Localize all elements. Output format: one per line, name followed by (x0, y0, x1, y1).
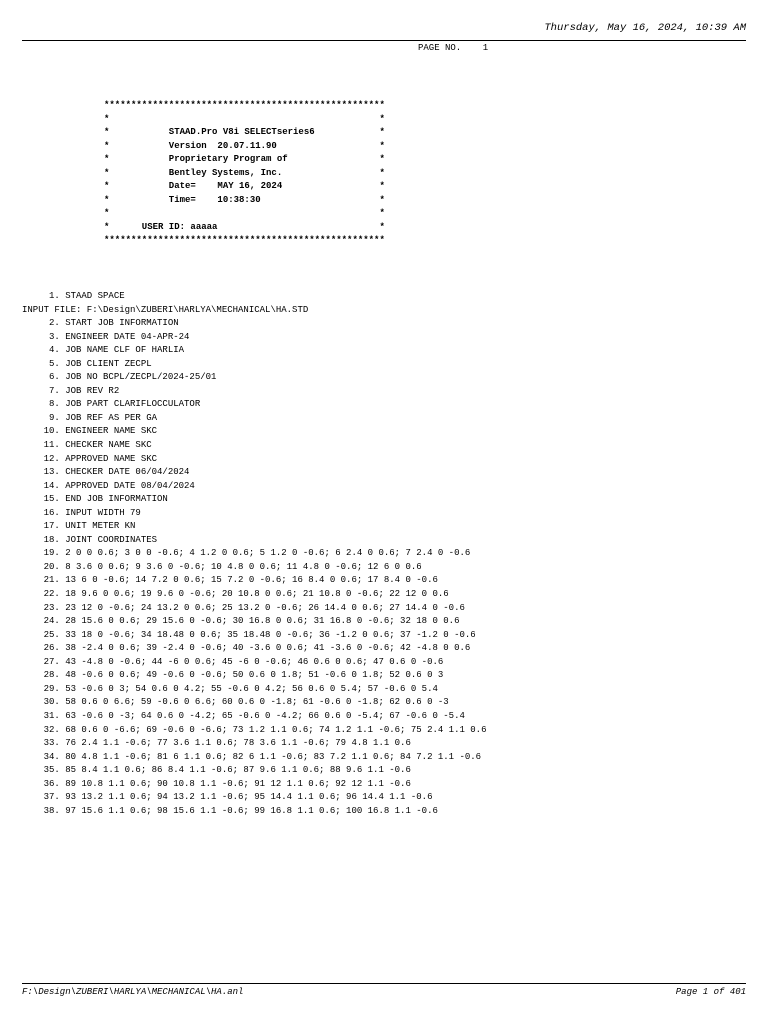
input-line: 20. 8 3.6 0 0.6; 9 3.6 0 -0.6; 10 4.8 0 0.6; 11 4.8 0 -0.6; 12 6 0 0.6 (22, 561, 422, 572)
input-line: 22. 18 9.6 0 0.6; 19 9.6 0 -0.6; 20 10.8 0 0.6; 21 10.8 0 -0.6; 22 12 0 0.6 (22, 589, 449, 600)
input-line: 16. INPUT WIDTH 79 (22, 507, 141, 518)
input-line: 1. STAAD SPACE (22, 291, 125, 301)
staad-banner (104, 99, 385, 248)
banner-line: * Version 20.07.11.90 * (104, 140, 385, 151)
banner-line: * Date= MAY 16, 2024 * (104, 181, 385, 191)
input-line: 25. 33 18 0 -0.6; 34 18.48 0 0.6; 35 18.48 0 -0.6; 36 -1.2 0 0.6; 37 -1.2 0 -0.6 (22, 629, 476, 640)
banner-line: * USER ID: aaaaa * (104, 221, 385, 232)
input-line: 28. 48 -0.6 0 0.6; 49 -0.6 0 -0.6; 50 0.6 0 1.8; 51 -0.6 0 1.8; 52 0.6 0 3 (22, 670, 444, 681)
banner-line: * * (104, 113, 385, 124)
input-line: 32. 68 0.6 0 -6.6; 69 -0.6 0 -6.6; 73 1.2 1.1 0.6; 74 1.2 1.1 -0.6; 75 2.4 1.1 0.6 (22, 724, 487, 735)
banner-line: * Bentley Systems, Inc. * (104, 167, 385, 178)
input-line: 11. CHECKER NAME SKC (22, 440, 152, 451)
input-line: 18. JOINT COORDINATES (22, 534, 158, 545)
input-listing (22, 290, 486, 818)
input-line: 21. 13 6 0 -0.6; 14 7.2 0 0.6; 15 7.2 0 -0.6; 16 8.4 0 0.6; 17 8.4 0 -0.6 (22, 575, 438, 586)
input-line: 14. APPROVED DATE 08/04/2024 (22, 480, 195, 491)
banner-line: * Proprietary Program of * (104, 154, 385, 164)
header-rule (22, 40, 746, 41)
banner-line: * STAAD.Pro V8i SELECTseries6 * (104, 127, 385, 137)
input-line: 19. 2 0 0 0.6; 3 0 0 -0.6; 4 1.2 0 0.6; 5 1.2 0 -0.6; 6 2.4 0 0.6; 7 2.4 0 -0.6 (22, 548, 471, 559)
input-line: 9. JOB REF AS PER GA (22, 412, 158, 423)
input-line: 23. 23 12 0 -0.6; 24 13.2 0 0.6; 25 13.2 0 -0.6; 26 14.4 0 0.6; 27 14.4 0 -0.6 (22, 602, 465, 613)
input-line: 24. 28 15.6 0 0.6; 29 15.6 0 -0.6; 30 16.8 0 0.6; 31 16.8 0 -0.6; 32 18 0 0.6 (22, 616, 460, 627)
input-line: 31. 63 -0.6 0 -3; 64 0.6 0 -4.2; 65 -0.6 0 -4.2; 66 0.6 0 -5.4; 67 -0.6 0 -5.4 (22, 710, 465, 721)
banner-line: **************************************************** (104, 235, 385, 245)
input-line: 10. ENGINEER NAME SKC (22, 426, 158, 437)
banner-line: * * (104, 208, 385, 218)
input-line: 15. END JOB INFORMATION (22, 494, 168, 505)
input-line: 34. 80 4.8 1.1 -0.6; 81 6 1.1 0.6; 82 6 1.1 -0.6; 83 7.2 1.1 0.6; 84 7.2 1.1 -0.6 (22, 751, 482, 762)
input-line: 35. 85 8.4 1.1 0.6; 86 8.4 1.1 -0.6; 87 9.6 1.1 0.6; 88 9.6 1.1 -0.6 (22, 765, 411, 776)
input-line: 6. JOB NO BCPL/ZECPL/2024-25/01 (22, 372, 217, 383)
footer-page-count: Page 1 of 401 (675, 987, 746, 997)
page-number: PAGE NO. 1 (418, 43, 489, 53)
footer-file-path: F:\Design\ZUBERI\HARLYA\MECHANICAL\HA.anl (22, 987, 244, 997)
input-line: 12. APPROVED NAME SKC (22, 453, 158, 464)
input-line: 3. ENGINEER DATE 04-APR-24 (22, 331, 190, 342)
input-line: 33. 76 2.4 1.1 -0.6; 77 3.6 1.1 0.6; 78 3.6 1.1 -0.6; 79 4.8 1.1 0.6 (22, 738, 411, 749)
input-line: 27. 43 -4.8 0 -0.6; 44 -6 0 0.6; 45 -6 0 -0.6; 46 0.6 0 0.6; 47 0.6 0 -0.6 (22, 656, 444, 667)
input-line: 38. 97 15.6 1.1 0.6; 98 15.6 1.1 -0.6; 99 16.8 1.1 0.6; 100 16.8 1.1 -0.6 (22, 805, 438, 816)
input-line: INPUT FILE: F:\Design\ZUBERI\HARLYA\MECHANICAL\HA.STD (22, 304, 309, 315)
report-datetime: Thursday, May 16, 2024, 10:39 AM (544, 22, 746, 34)
input-line: 29. 53 -0.6 0 3; 54 0.6 0 4.2; 55 -0.6 0 4.2; 56 0.6 0 5.4; 57 -0.6 0 5.4 (22, 683, 438, 694)
input-line: 30. 58 0.6 0 6.6; 59 -0.6 0 6.6; 60 0.6 0 -1.8; 61 -0.6 0 -1.8; 62 0.6 0 -3 (22, 697, 449, 708)
input-line: 26. 38 -2.4 0 0.6; 39 -2.4 0 -0.6; 40 -3.6 0 0.6; 41 -3.6 0 -0.6; 42 -4.8 0 0.6 (22, 643, 471, 654)
input-line: 5. JOB CLIENT ZECPL (22, 358, 152, 369)
input-line: 37. 93 13.2 1.1 0.6; 94 13.2 1.1 -0.6; 95 14.4 1.1 0.6; 96 14.4 1.1 -0.6 (22, 792, 433, 803)
banner-line: **************************************************** (104, 100, 385, 110)
input-line: 13. CHECKER DATE 06/04/2024 (22, 467, 190, 478)
footer-rule (22, 983, 746, 984)
input-line: 17. UNIT METER KN (22, 521, 136, 532)
input-line: 8. JOB PART CLARIFLOCCULATOR (22, 399, 201, 410)
input-line: 2. START JOB INFORMATION (22, 318, 179, 329)
input-line: 7. JOB REV R2 (22, 385, 120, 396)
banner-line: * Time= 10:38:30 * (104, 194, 385, 205)
input-line: 4. JOB NAME CLF OF HARLIA (22, 345, 185, 356)
input-line: 36. 89 10.8 1.1 0.6; 90 10.8 1.1 -0.6; 91 12 1.1 0.6; 92 12 1.1 -0.6 (22, 778, 411, 789)
